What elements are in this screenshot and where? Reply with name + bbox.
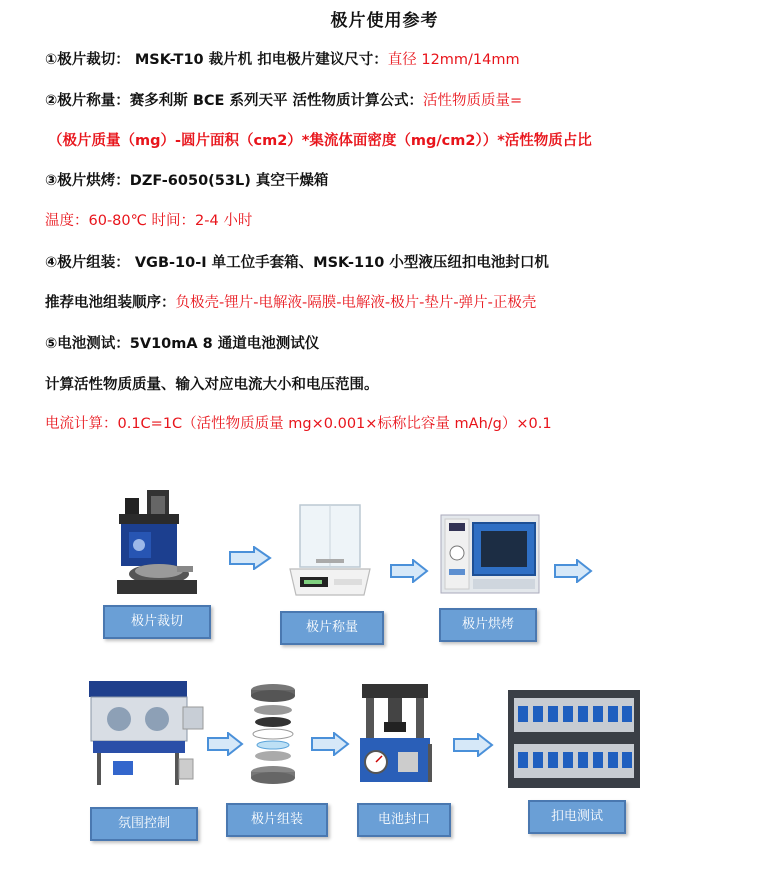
electrode-stack-icon — [248, 680, 298, 790]
glovebox-icon — [83, 677, 205, 789]
battery-tester-icon — [508, 690, 640, 788]
line-cutting — [45, 48, 520, 69]
crimper-icon — [354, 682, 434, 788]
step-label-drying: 极片烘烤 — [439, 608, 537, 642]
step-label-weighing: 极片称量 — [280, 611, 384, 645]
arrow-icon — [206, 732, 244, 756]
line-calc-note: 计算活性物质质量、输入对应电流大小和电压范围。 — [45, 377, 379, 393]
step-label-cutting: 极片裁切 — [103, 605, 211, 639]
step-label-sealing: 电池封口 — [357, 803, 451, 837]
line-order-head: 推荐电池组装顺序： — [45, 295, 176, 311]
line-drying: ③极片烘烤：DZF-6050(53L) 真空干燥箱 — [45, 173, 329, 189]
line-order-sequence: 负极壳-锂片-电解液-隔膜-电解液-极片-垫片-弹片-正极壳 — [175, 295, 537, 311]
cutting-machine-icon — [95, 488, 215, 603]
line-cutting-head: ①极片裁切： MSK-T10 裁片机 扣电极片建议尺寸： — [45, 52, 388, 68]
arrow-icon — [452, 733, 494, 757]
line-weighing-head: ②极片称量：赛多利斯 BCE 系列天平 活性物质计算公式： — [45, 93, 424, 109]
line-testing: ⑤电池测试：5V10mA 8 通道电池测试仪 — [45, 336, 320, 352]
page-title: 极片使用参考 — [330, 11, 439, 31]
vacuum-oven-icon — [437, 513, 541, 595]
line-cutting-size: 直径 12mm/14mm — [387, 52, 520, 68]
formula-line: （极片质量（mg）-圆片面积（cm2）*集流体面密度（mg/cm2））*活性物质占比 — [48, 133, 592, 149]
arrow-icon — [228, 546, 272, 570]
step-label-testing: 扣电测试 — [528, 800, 626, 834]
line-weighing-formula-label: 活性物质质量= — [423, 93, 523, 109]
line-assembly: ④极片组装： VGB-10-I 单工位手套箱、MSK-110 小型液压纽扣电池封口机 — [45, 255, 549, 271]
step-label-assembly: 极片组装 — [226, 803, 328, 837]
step-label-atmosphere: 氛围控制 — [90, 807, 198, 841]
line-current-calc: 电流计算：0.1C=1C（活性物质质量 mg×0.001×标称比容量 mAh/g）×0.1 — [45, 416, 552, 432]
arrow-icon — [553, 559, 593, 583]
line-order — [45, 291, 536, 312]
balance-icon — [282, 497, 377, 602]
line-weighing — [45, 89, 522, 110]
arrow-icon — [310, 732, 350, 756]
line-temperature-time: 温度：60-80℃ 时间：2-4 小时 — [45, 213, 253, 229]
arrow-icon — [389, 559, 429, 583]
